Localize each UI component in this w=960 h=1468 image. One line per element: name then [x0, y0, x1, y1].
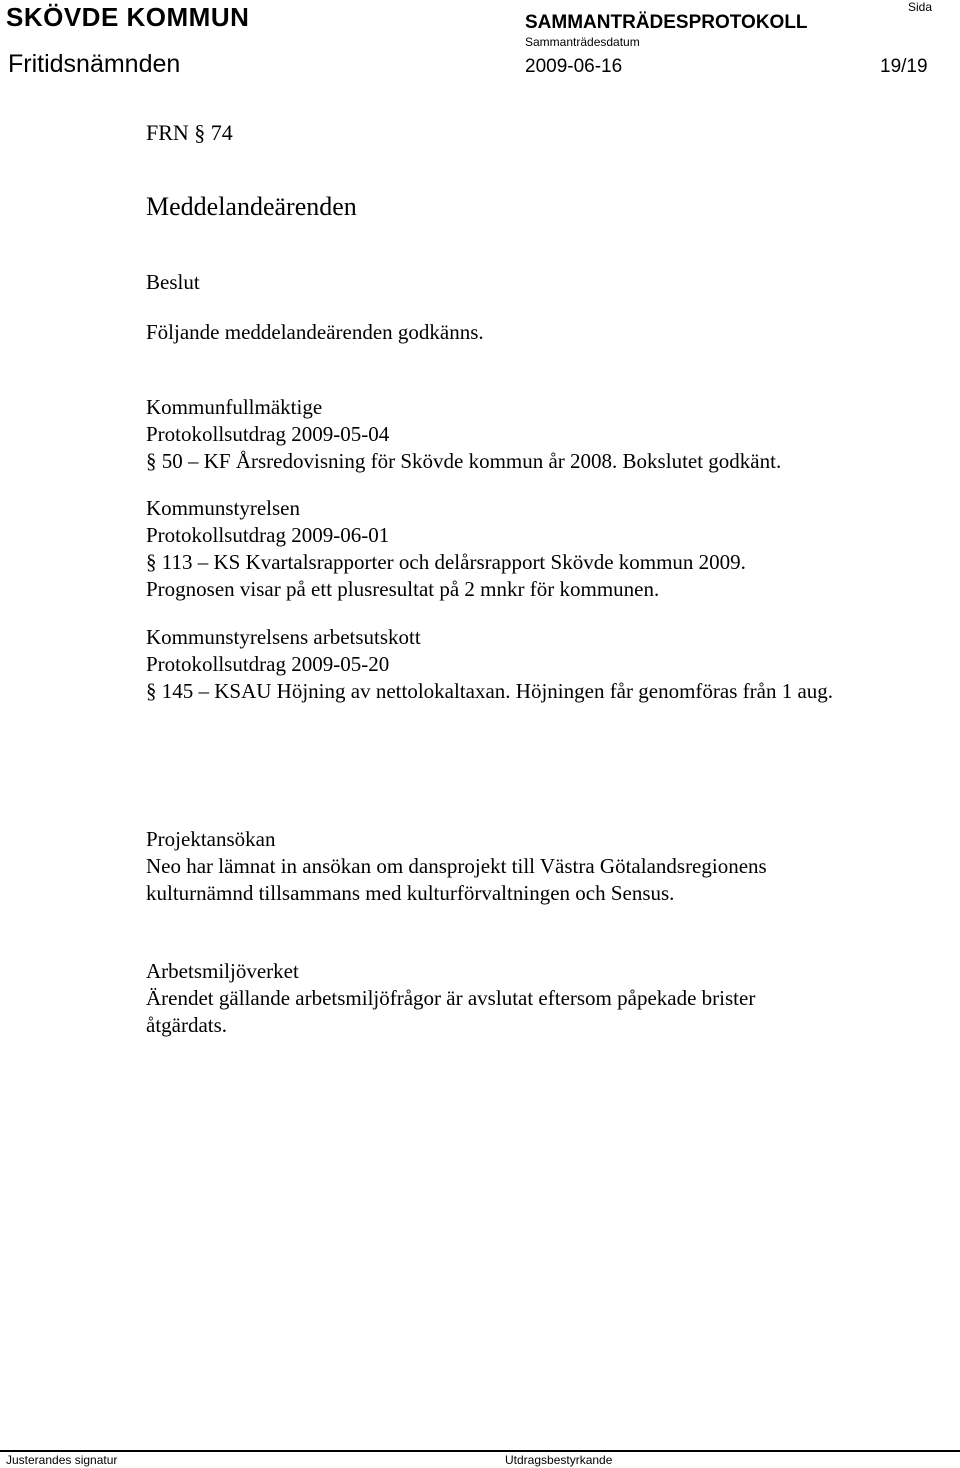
item-line: § 145 – KSAU Höjning av nettolokaltaxan. Höjningen får genomföras från 1 aug.	[146, 679, 834, 703]
message-item-kf	[146, 394, 781, 475]
certification-label: Utdragsbestyrkande	[505, 1453, 613, 1467]
item-line: § 50 – KF Årsredovisning för Skövde kommun år 2008. Bokslutet godkänt.	[146, 449, 782, 473]
item-reference: Protokollsutdrag 2009-05-20	[146, 652, 390, 676]
item-heading: Kommunfullmäktige	[146, 395, 323, 419]
meeting-date: 2009-06-16	[525, 56, 623, 77]
section-line: åtgärdats.	[146, 1013, 228, 1037]
work-environment-section	[146, 958, 755, 1039]
item-line: § 113 – KS Kvartalsrapporter och delårsrapport Skövde kommun 2009.	[146, 550, 746, 574]
project-section	[146, 826, 767, 907]
section-line: Neo har lämnat in ansökan om dansprojekt till Västra Götalandsregionens	[146, 854, 767, 878]
item-heading: Kommunstyrelsens arbetsutskott	[146, 625, 421, 649]
case-number: FRN § 74	[146, 120, 233, 145]
organization-logo: SKÖVDE KOMMUN	[6, 2, 250, 32]
section-line: kulturnämnd tillsammans med kulturförvaltningen och Sensus.	[146, 881, 675, 905]
meeting-date-label: Sammanträdesdatum	[525, 35, 640, 49]
decision-heading: Beslut	[146, 270, 200, 294]
page-number: 19/19	[880, 56, 928, 77]
decision-text: Följande meddelandeärenden godkänns.	[146, 320, 484, 344]
footer-divider	[0, 1450, 960, 1452]
section-heading: Arbetsmiljöverket	[146, 959, 299, 983]
protocol-title: SAMMANTRÄDESPROTOKOLL	[525, 12, 808, 33]
board-name: Fritidsnämnden	[8, 50, 181, 78]
item-reference: Protokollsutdrag 2009-06-01	[146, 523, 390, 547]
item-line: Prognosen visar på ett plusresultat på 2 mnkr för kommunen.	[146, 577, 660, 601]
page-title: Meddelandeärenden	[146, 192, 357, 221]
section-line: Ärendet gällande arbetsmiljöfrågor är avslutat eftersom påpekade brister	[146, 986, 756, 1010]
message-item-ks	[146, 495, 746, 603]
section-heading: Projektansökan	[146, 827, 276, 851]
message-item-ksau	[146, 624, 833, 705]
item-reference: Protokollsutdrag 2009-05-04	[146, 422, 390, 446]
signature-label: Justerandes signatur	[6, 1453, 118, 1467]
item-heading: Kommunstyrelsen	[146, 496, 300, 520]
page-label: Sida	[908, 0, 933, 14]
